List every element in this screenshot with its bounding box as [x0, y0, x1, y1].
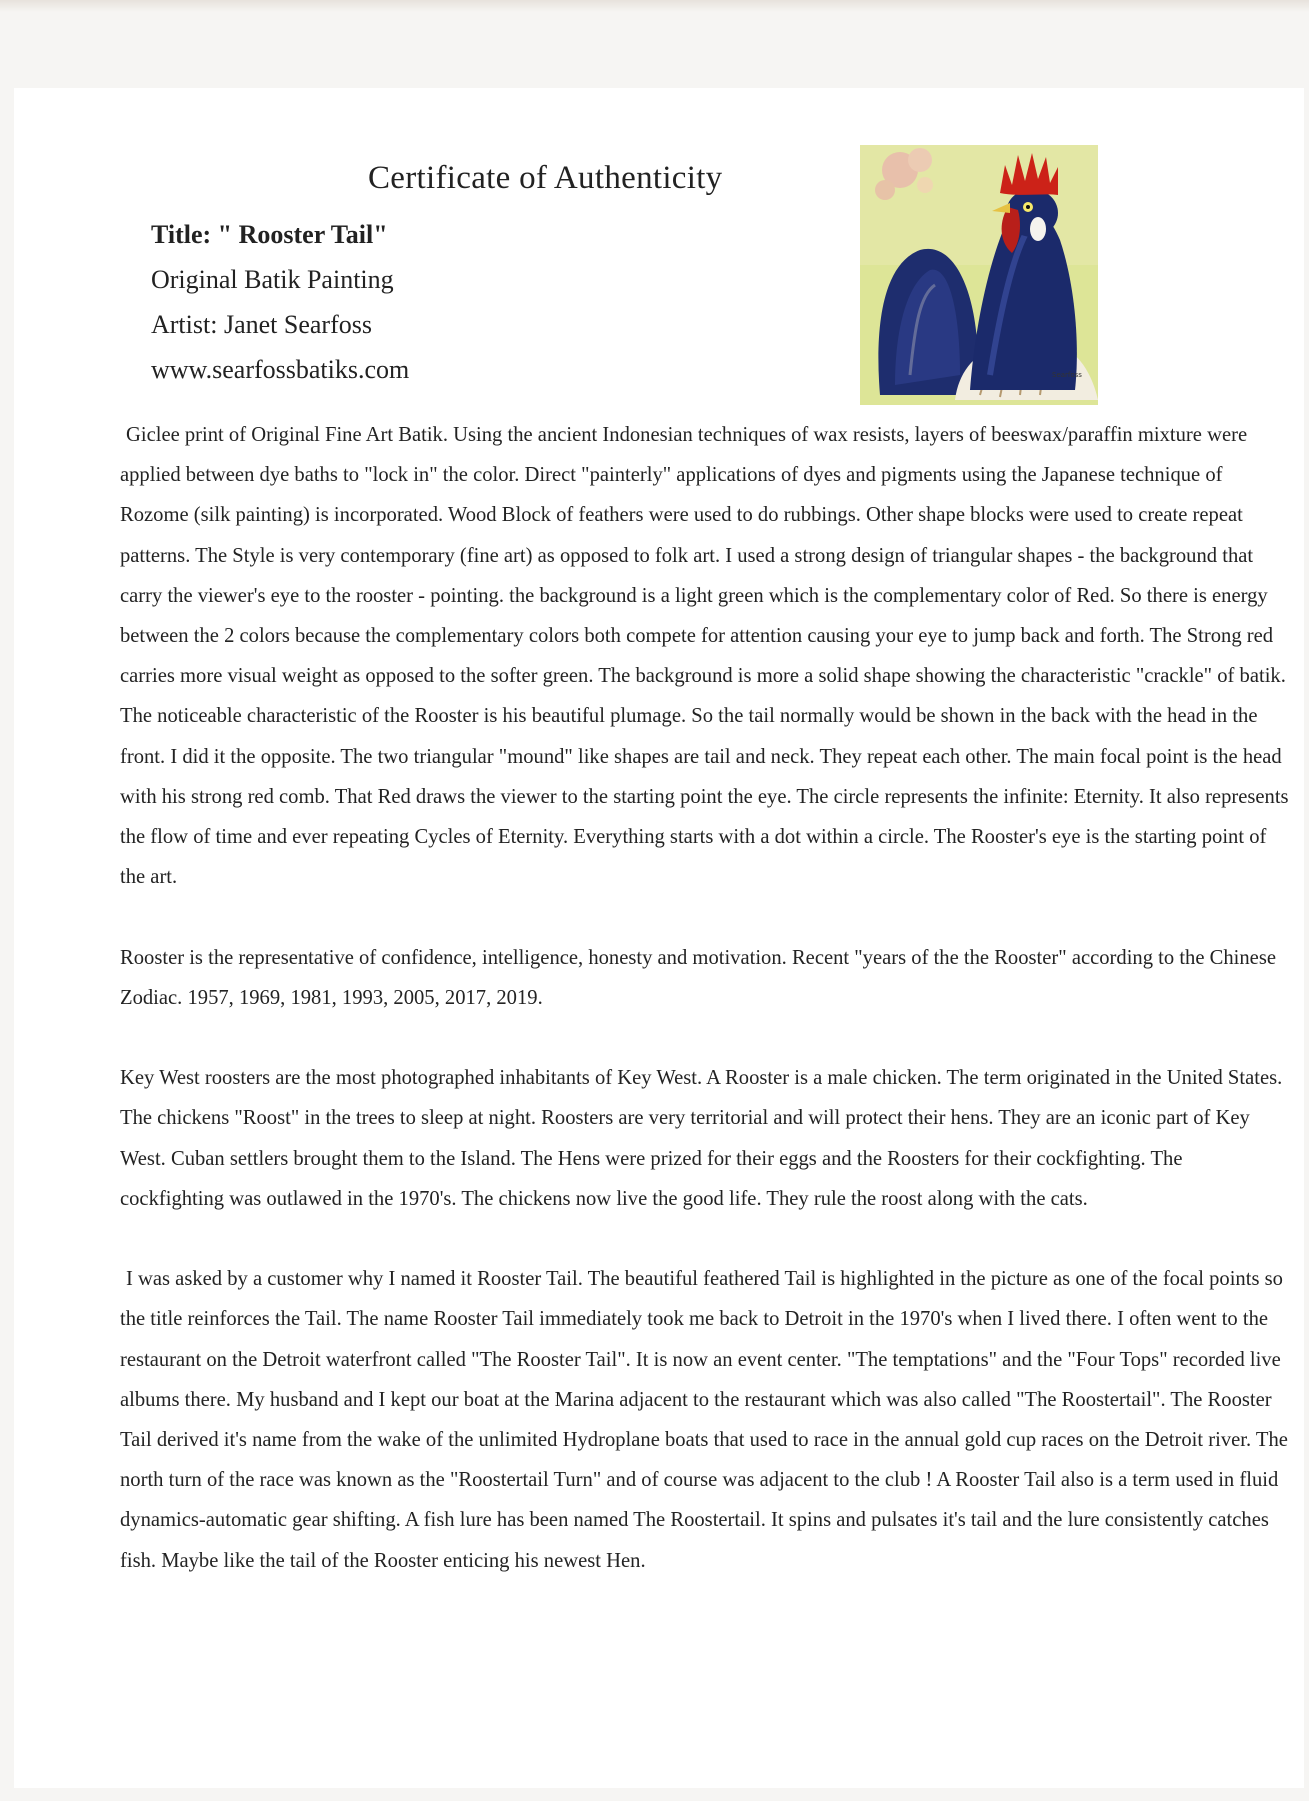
painting-signature: Searfoss [1052, 371, 1082, 379]
certificate-body [120, 415, 1290, 1621]
certificate-heading: Certificate of Authenticity [368, 160, 723, 196]
artist-website: www.searfossbatiks.com [151, 355, 410, 384]
rooster-painting-image [860, 145, 1098, 405]
artist-name: Artist: Janet Searfoss [151, 310, 372, 339]
paragraph-technique: Giclee print of Original Fine Art Batik. Using the ancient Indonesian techniques of wax resists, layers of beeswax/paraffin mixture were applied between dye baths to "lock in" the color. Direct "painterly" applications of dyes and pigments using the Japanese technique of Rozome (silk painting) is incorporated. Wood Block of feathers were used to do rubbings. Other shape blocks were used to create repeat patterns. The Style is very contemporary (fine art) as opposed to folk art. I used a strong design of triangular shapes - the background that carry the viewer's eye to the rooster - pointing. the background is a light green which is the complementary color of Red. So there is energy between the 2 colors because the complementary colors both compete for attention causing your eye to jump back and forth. The Strong red carries more visual weight as opposed to the softer green. The background is more a solid shape showing the characteristic "crackle" of batik. The noticeable characteristic of the Rooster is his beautiful plumage. So the tail normally would be shown in the back with the head in the front. I did it the opposite. The two triangular "mound" like shapes are tail and neck. They repeat each other. The main focal point is the head with his strong red comb. That Red draws the viewer to the starting point the eye. The circle represents the infinite: Eternity. It also represents the flow of time and ever repeating Cycles of Eternity. Everything starts with a dot within a circle. The Rooster's eye is the starting point of the art. [120, 424, 1289, 889]
artwork-details [151, 212, 409, 392]
artwork-medium: Original Batik Painting [151, 265, 394, 294]
paragraph-zodiac: Rooster is the representative of confidence, intelligence, honesty and motivation. Recent "years of the the Rooster" according to the Chinese Zodiac. 1957, 1969, 1981, 1993, 2005, 2017, 2019. [120, 946, 1276, 1009]
artwork-title: Title: " Rooster Tail" [151, 220, 388, 249]
scan-edge [0, 0, 1309, 12]
paragraph-title-origin: I was asked by a customer why I named it Rooster Tail. The beautiful feathered Tail is highlighted in the picture as one of the focal points so the title reinforces the Tail. The name Rooster Tail immediately took me back to Detroit in the 1970's when I lived there. I often went to the restaurant on the Detroit waterfront called "The Rooster Tail". It is now an event center. "The temptations" and the "Four Tops" recorded live albums there. My husband and I kept our boat at the Marina adjacent to the restaurant which was also called "The Roostertail". The Rooster Tail derived it's name from the wake of the unlimited Hydroplane boats that used to race in the annual gold cup races on the Detroit river. The north turn of the race was known as the "Roostertail Turn" and of course was adjacent to the club ! A Rooster Tail also is a term used in fluid dynamics-automatic gear shifting. A fish lure has been named The Roostertail. It spins and pulsates it's tail and the lure consistently catches fish. Maybe like the tail of the Rooster enticing his newest Hen. [120, 1268, 1288, 1572]
paragraph-key-west: Key West roosters are the most photographed inhabitants of Key West. A Rooster is a male chicken. The term originated in the United States. The chickens "Roost" in the trees to sleep at night. Roosters are very territorial and will protect their hens. They are an iconic part of Key West. Cuban settlers brought them to the Island. The Hens were prized for their eggs and the Roosters for their cockfighting. The cockfighting was outlawed in the 1970's. The chickens now live the good life. They rule the roost along with the cats. [120, 1067, 1283, 1210]
